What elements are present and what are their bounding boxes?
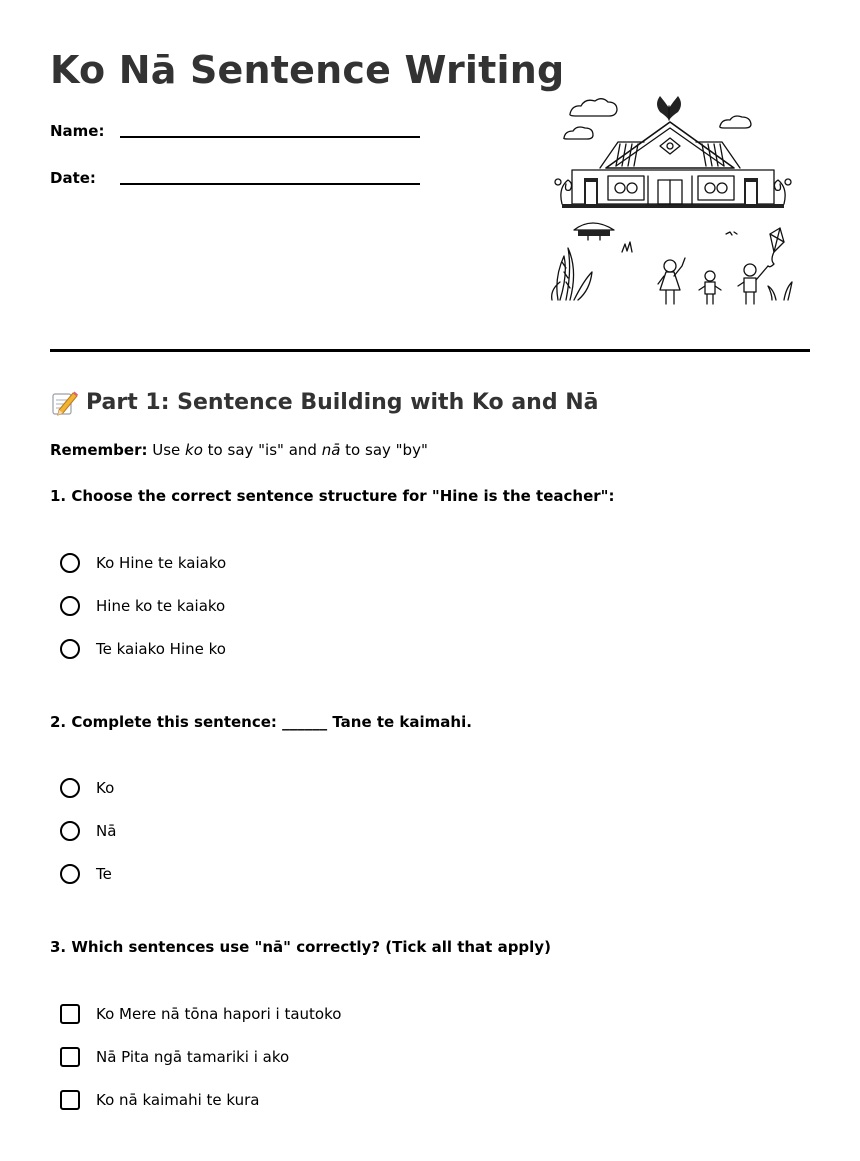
q3-option-1[interactable]	[60, 1004, 341, 1024]
option-label: Te kaiako Hine ko	[96, 640, 226, 658]
remember-label: Remember:	[50, 441, 148, 459]
remember-note	[50, 441, 428, 459]
option-label: Nā Pita ngā tamariki i ako	[96, 1048, 290, 1066]
marae-children-kite-illustration	[548, 86, 798, 312]
radio-button[interactable]	[60, 778, 80, 798]
remember-text-3: to say "by"	[340, 441, 428, 459]
checkbox[interactable]	[60, 1090, 80, 1110]
date-field	[50, 169, 96, 187]
option-label: Nā	[96, 822, 117, 840]
date-label: Date:	[50, 169, 96, 187]
q2-option-2[interactable]	[60, 821, 116, 841]
option-label: Ko Hine te kaiako	[96, 554, 227, 572]
name-label: Name:	[50, 122, 105, 140]
option-label: Ko Mere nā tōna hapori i tautoko	[96, 1005, 342, 1023]
date-input-line[interactable]	[120, 183, 420, 185]
radio-button[interactable]	[60, 553, 80, 573]
q2-option-3[interactable]	[60, 864, 112, 884]
remember-text-2: to say "is" and	[202, 441, 322, 459]
remember-na: nā	[321, 441, 341, 459]
checkbox[interactable]	[60, 1004, 80, 1024]
q1-option-1[interactable]	[60, 553, 226, 573]
option-label: Ko nā kaimahi te kura	[96, 1091, 260, 1109]
q3-option-3[interactable]	[60, 1090, 260, 1110]
remember-ko: ko	[185, 441, 203, 459]
question-3: 3. Which sentences use "nā" correctly? (Tick all that apply)	[50, 938, 551, 956]
page-title: Ko Nā Sentence Writing	[50, 48, 565, 92]
pencil-memo-icon	[50, 388, 78, 416]
section-divider	[50, 349, 810, 352]
name-field	[50, 122, 104, 140]
name-input-line[interactable]	[120, 136, 420, 138]
option-label: Te	[96, 865, 112, 883]
radio-button[interactable]	[60, 596, 80, 616]
q3-option-2[interactable]	[60, 1047, 289, 1067]
q1-option-2[interactable]	[60, 596, 225, 616]
part1-title: Part 1: Sentence Building with Ko and Nā	[86, 389, 599, 415]
option-label: Ko	[96, 779, 115, 797]
question-2: 2. Complete this sentence: ______ Tane te kaimahi.	[50, 713, 472, 731]
q2-option-1[interactable]	[60, 778, 114, 798]
part1-heading	[50, 388, 599, 416]
radio-button[interactable]	[60, 821, 80, 841]
remember-text-1: Use	[147, 441, 186, 459]
checkbox[interactable]	[60, 1047, 80, 1067]
question-1: 1. Choose the correct sentence structure for "Hine is the teacher":	[50, 487, 615, 505]
radio-button[interactable]	[60, 864, 80, 884]
option-label: Hine ko te kaiako	[96, 597, 226, 615]
radio-button[interactable]	[60, 639, 80, 659]
q1-option-3[interactable]	[60, 639, 226, 659]
